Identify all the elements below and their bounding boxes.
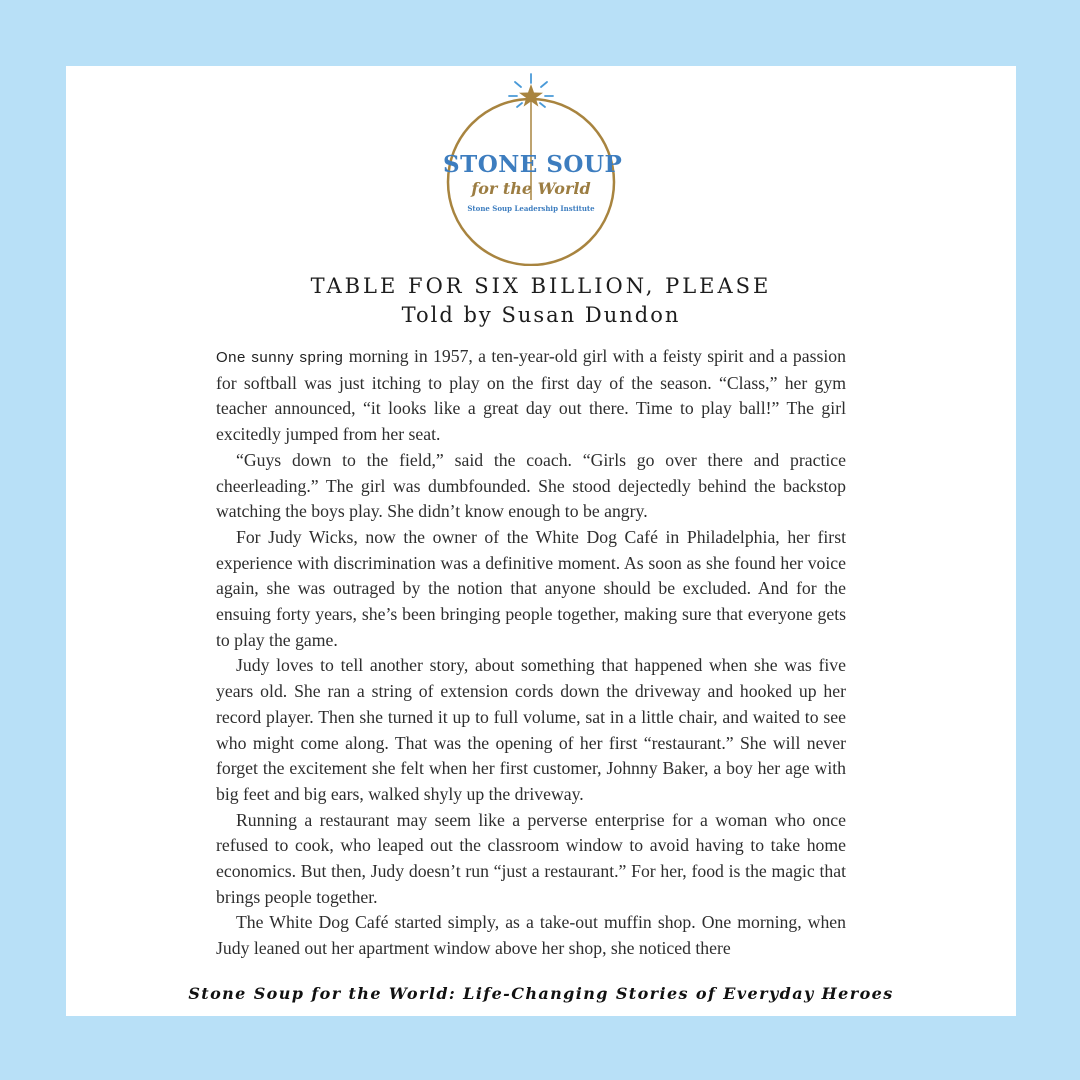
story-title: TABLE FOR SIX BILLION, PLEASE: [310, 274, 772, 298]
story-paragraph: For Judy Wicks, now the owner of the White Dog Café in Philadelphia, her first experience with discrimination was a definitive moment. As soon as she found her voice again, she was outraged by the notion that anyone should be excluded. And for the ensuing forty years, she’s been bringing people together, making sure that everyone gets to play the game.: [216, 526, 846, 650]
story-paragraph: “Guys down to the field,” said the coach. “Girls go over there and practice cheerleading.” The girl was dumbfounded. She stood dejectedly behind the backstop watching the boys play. She didn’t know enough to be angry.: [216, 449, 846, 522]
paragraph-text: morning in 1957, a ten-year-old girl with a feisty spirit and a passion for softball was just itching to play on the first day of the season. “Class,” her gym teacher announced, “it looks like a great day out there. Time to play ball!” The girl excitedly jumped from her seat.: [216, 346, 846, 445]
story-paragraph: The White Dog Café started simply, as a take-out muffin shop. One morning, when Judy leaned out her apartment window above her shop, she noticed there: [216, 912, 846, 959]
logo-subtitle: for the World: [471, 179, 591, 198]
story-body: [216, 344, 846, 962]
story-paragraph: Judy loves to tell another story, about something that happened when she was five years old. She ran a string of extension cords down the driveway and hooked up her record player. Then she turned it up to full volume, sat in a little chair, and waited to see who might come along. That was the opening of her first “restaurant.” She will never forget the excitement she felt when her first customer, Johnny Baker, a boy her age with big feet and big ears, walked shyly up the driveway.: [216, 655, 846, 804]
book-title-footer: Stone Soup for the World: Life-Changing Stories of Everyday Heroes: [188, 984, 894, 1003]
logo-title: STONE SOUP: [443, 151, 623, 178]
lead-in: One sunny spring: [216, 349, 344, 366]
book-page-card: [66, 66, 1016, 1016]
story-paragraph: [216, 344, 846, 448]
stone-soup-logo: [443, 72, 623, 266]
logo-institute: Stone Soup Leadership Institute: [467, 204, 595, 213]
story-byline: Told by Susan Dundon: [401, 303, 681, 327]
story-paragraph: Running a restaurant may seem like a perverse enterprise for a woman who once refused to cook, who leaped out the classroom window to avoid having to take home economics. But then, Judy doesn’t run “just a restaurant.” For her, food is the magic that brings people together.: [216, 809, 846, 907]
